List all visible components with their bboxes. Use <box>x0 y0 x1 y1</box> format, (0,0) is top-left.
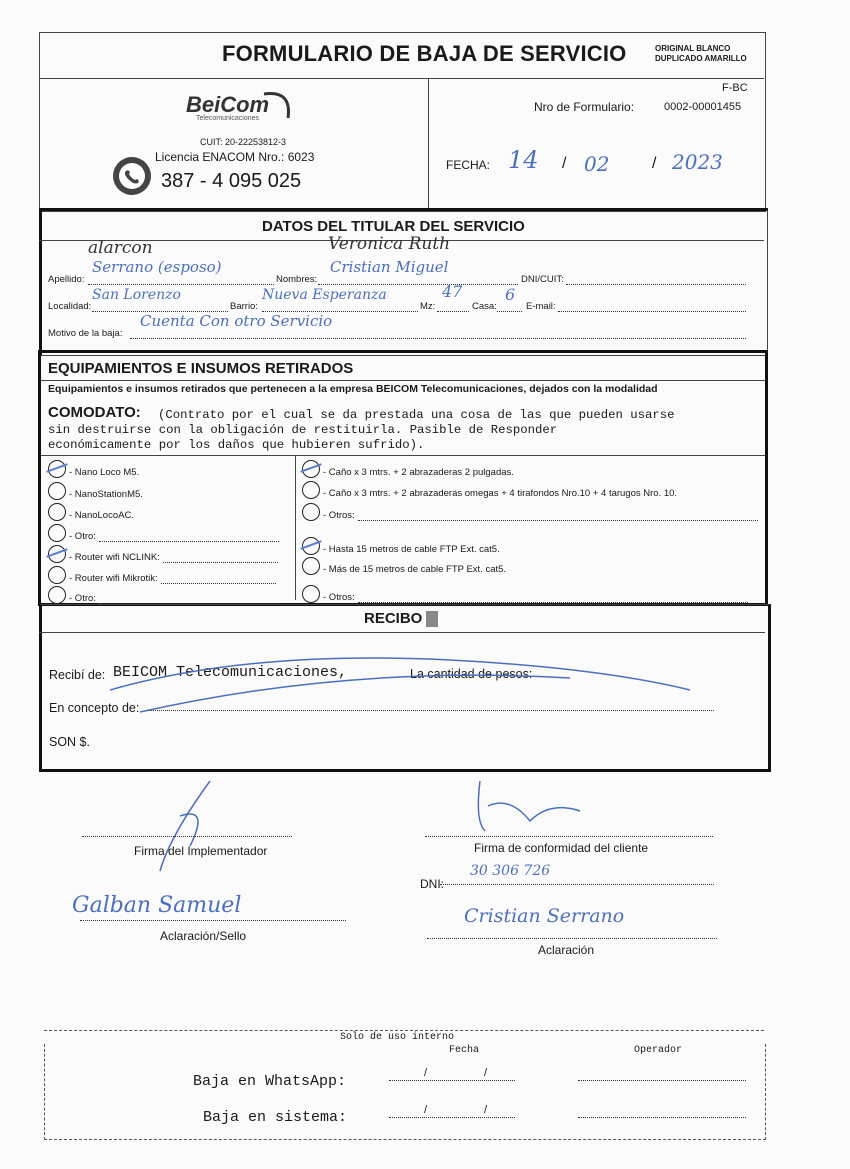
equipment-title: EQUIPAMIENTOS E INSUMOS RETIRADOS <box>48 360 354 377</box>
option-label: - Nano Loco M5. <box>69 467 140 478</box>
email-label: E-mail: <box>526 301 556 312</box>
option-label: - Hasta 15 metros de cable FTP Ext. cat5. <box>323 544 500 555</box>
baja-sistema-date-field[interactable] <box>389 1107 515 1118</box>
equipment-column-divider <box>295 455 296 600</box>
form-number-label: Nro de Formulario: <box>534 100 635 114</box>
internal-fecha-col: Fecha <box>449 1045 480 1056</box>
recibi-value: BEICOM Telecomunicaciones, <box>113 664 348 681</box>
internal-cut-line <box>44 1030 764 1031</box>
dni-value: 30 306 726 <box>470 863 551 879</box>
date-month: 02 <box>584 152 610 176</box>
dni-label: DNI: <box>420 877 444 891</box>
baja-whatsapp-date-field[interactable] <box>389 1070 515 1081</box>
date-label: FECHA: <box>446 158 491 172</box>
baja-whatsapp-date-sep-2: / <box>484 1067 488 1079</box>
email-field[interactable] <box>558 299 746 312</box>
checkbox-circle[interactable] <box>48 460 66 478</box>
mz-label: Mz: <box>420 301 436 312</box>
company-license: Licencia ENACOM Nro.: 6023 <box>155 150 315 164</box>
recibo-title: RECIBO <box>364 610 423 627</box>
comodato-word: COMODATO: <box>48 404 141 421</box>
option-cable-mas-15[interactable] <box>302 557 506 575</box>
baja-sistema-date-sep-1: / <box>424 1104 428 1116</box>
implementador-label: Firma del Implementador <box>134 844 268 858</box>
mz-value: 47 <box>442 282 463 301</box>
copy-note-2: DUPLICADO AMARILLO <box>655 54 747 63</box>
logo-subtitle: Telecomunicaciones <box>196 115 260 122</box>
company-phone: 387 - 4 095 025 <box>161 170 302 192</box>
comodato-text-2: sin destruirse con la obligación de restituirla. Pasible de Responder <box>48 423 558 437</box>
checkbox-circle[interactable] <box>48 503 66 521</box>
otro-field[interactable] <box>99 532 279 542</box>
option-label: - Otros: <box>323 592 355 603</box>
date-sep-2: / <box>652 155 657 172</box>
option-otros-1[interactable] <box>302 503 758 521</box>
option-label: - Otro: <box>69 531 96 542</box>
aclaracion-label: Aclaración <box>538 943 595 957</box>
otros-field[interactable] <box>358 593 748 603</box>
aclaracion-sello-label: Aclaración/Sello <box>160 929 247 943</box>
option-label: - Más de 15 metros de cable FTP Ext. cat5. <box>323 564 507 575</box>
nombres-label: Nombres: <box>276 274 318 285</box>
checkbox-circle[interactable] <box>48 482 66 500</box>
dni-cuit-label: DNI/CUIT: <box>521 274 564 285</box>
aclaracion-sello-value: Galban Samuel <box>72 893 242 918</box>
checkbox-circle[interactable] <box>302 481 320 499</box>
option-cano-abrazaderas-2[interactable] <box>302 460 514 478</box>
equipment-grid-divider <box>41 455 765 456</box>
internal-title: Solo de uso interno <box>340 1032 455 1043</box>
recibo-x-mark <box>426 611 438 627</box>
router-mikrotik-field[interactable] <box>161 574 276 584</box>
otros-field[interactable] <box>358 511 758 521</box>
motivo-label: Motivo de la baja: <box>48 328 123 339</box>
baja-sistema-label: Baja en sistema: <box>203 1109 348 1126</box>
copy-note-1: ORIGINAL BLANCO <box>655 44 731 53</box>
option-nanostation-m5[interactable] <box>48 482 143 500</box>
implementador-sign-line[interactable] <box>82 826 292 837</box>
comodato-text-1: (Contrato por el cual se da prestada una cosa de las que pueden usarse <box>158 408 675 422</box>
internal-section <box>44 1044 766 1140</box>
option-nano-loco-m5[interactable] <box>48 460 139 478</box>
checkbox-circle[interactable] <box>302 537 320 555</box>
option-nanoloco-ac[interactable] <box>48 503 134 521</box>
recibo-title-divider <box>39 632 765 633</box>
option-label: - Router wifi NCLINK: <box>69 552 160 563</box>
checkbox-circle[interactable] <box>302 460 320 478</box>
date-day: 14 <box>508 146 539 174</box>
barrio-value: Nueva Esperanza <box>262 287 387 303</box>
apellido-value: Serrano (esposo) <box>92 258 222 276</box>
form-code: F-BC <box>722 82 748 94</box>
aclaracion-value: Cristian Serrano <box>464 905 625 927</box>
option-label: - NanoStationM5. <box>69 489 143 500</box>
option-otros-2[interactable] <box>302 585 748 603</box>
option-router-mikrotik[interactable] <box>48 566 276 584</box>
internal-operador-col: Operador <box>634 1045 683 1056</box>
baja-whatsapp-date-sep-1: / <box>424 1067 428 1079</box>
baja-sistema-operador-field[interactable] <box>578 1107 746 1118</box>
dni-cuit-field[interactable] <box>566 272 746 285</box>
option-router-nclink[interactable] <box>48 545 278 563</box>
date-sep-1: / <box>562 155 567 172</box>
option-label: - Otros: <box>323 510 355 521</box>
whatsapp-icon <box>113 157 151 195</box>
option-label: - Caño x 3 mtrs. + 2 abrazaderas 2 pulgadas. <box>323 467 514 478</box>
concepto-label: En concepto de: <box>49 701 140 715</box>
option-label: - NanoLocoAC. <box>69 510 134 521</box>
titular-title: DATOS DEL TITULAR DEL SERVICIO <box>262 218 525 235</box>
header-divider <box>39 78 764 79</box>
equipment-title-divider <box>41 380 765 381</box>
option-label: - Otro: <box>69 593 96 604</box>
checkbox-circle[interactable] <box>48 586 66 604</box>
option-otro-2[interactable] <box>48 586 279 604</box>
header-vertical-divider <box>428 78 429 210</box>
casa-label: Casa: <box>472 301 497 312</box>
apellido-label: Apellido: <box>48 274 85 285</box>
cliente-sign-line[interactable] <box>425 826 713 837</box>
logo-swoosh-icon <box>262 88 296 122</box>
checkbox-circle[interactable] <box>48 545 66 563</box>
baja-whatsapp-label: Baja en WhatsApp: <box>193 1073 347 1090</box>
checkbox-circle[interactable] <box>48 566 66 584</box>
casa-value: 6 <box>505 285 516 304</box>
option-label: - Router wifi Mikrotik: <box>69 573 158 584</box>
checkbox-circle[interactable] <box>48 524 66 542</box>
localidad-label: Localidad: <box>48 301 92 312</box>
company-cuit: CUIT: 20-22253812-3 <box>200 137 287 147</box>
beicom-logo <box>186 92 269 122</box>
checkbox-circle[interactable] <box>302 557 320 575</box>
baja-sistema-date-sep-2: / <box>484 1104 488 1116</box>
aclaracion-line[interactable] <box>427 928 717 939</box>
comodato-text-3: económicamente por los daños que hubieren sufrido). <box>48 438 425 452</box>
checkbox-circle[interactable] <box>302 503 320 521</box>
recibo-strike-mark <box>100 650 700 720</box>
cantidad-label: La cantidad de pesos: <box>410 667 533 681</box>
nombres-over: Veronica Ruth <box>328 234 451 254</box>
date-year: 2023 <box>672 150 723 174</box>
cliente-label: Firma de conformidad del cliente <box>474 841 649 855</box>
motivo-value: Cuenta Con otro Servicio <box>140 312 333 330</box>
option-label: - Caño x 3 mtrs. + 2 abrazaderas omegas + 4 tirafondos Nro.10 + 4 tarugos Nro. 10. <box>323 488 678 499</box>
baja-whatsapp-operador-field[interactable] <box>578 1070 746 1081</box>
nombres-value: Cristian Miguel <box>330 258 449 276</box>
apellido-over: alarcon <box>88 238 153 258</box>
localidad-value: San Lorenzo <box>92 287 181 303</box>
barrio-label: Barrio: <box>230 301 258 312</box>
logo-name: BeiCom <box>186 92 270 117</box>
option-cable-hasta-15[interactable] <box>302 537 500 555</box>
otro-field[interactable] <box>99 594 279 604</box>
option-cano-abrazaderas-omegas[interactable] <box>302 481 677 499</box>
form-title: FORMULARIO DE BAJA DE SERVICIO <box>222 41 627 66</box>
router-nclink-field[interactable] <box>163 553 278 563</box>
option-otro-1[interactable] <box>48 524 279 542</box>
son-label: SON $. <box>49 735 90 749</box>
form-number: 0002-00001455 <box>664 101 742 113</box>
recibi-label: Recibí de: <box>49 668 106 682</box>
checkbox-circle[interactable] <box>302 585 320 603</box>
equipment-intro: Equipamientos e insumos retirados que pertenecen a la empresa BEICOM Telecomunicaciones, dejados con la modalidad <box>48 383 658 395</box>
